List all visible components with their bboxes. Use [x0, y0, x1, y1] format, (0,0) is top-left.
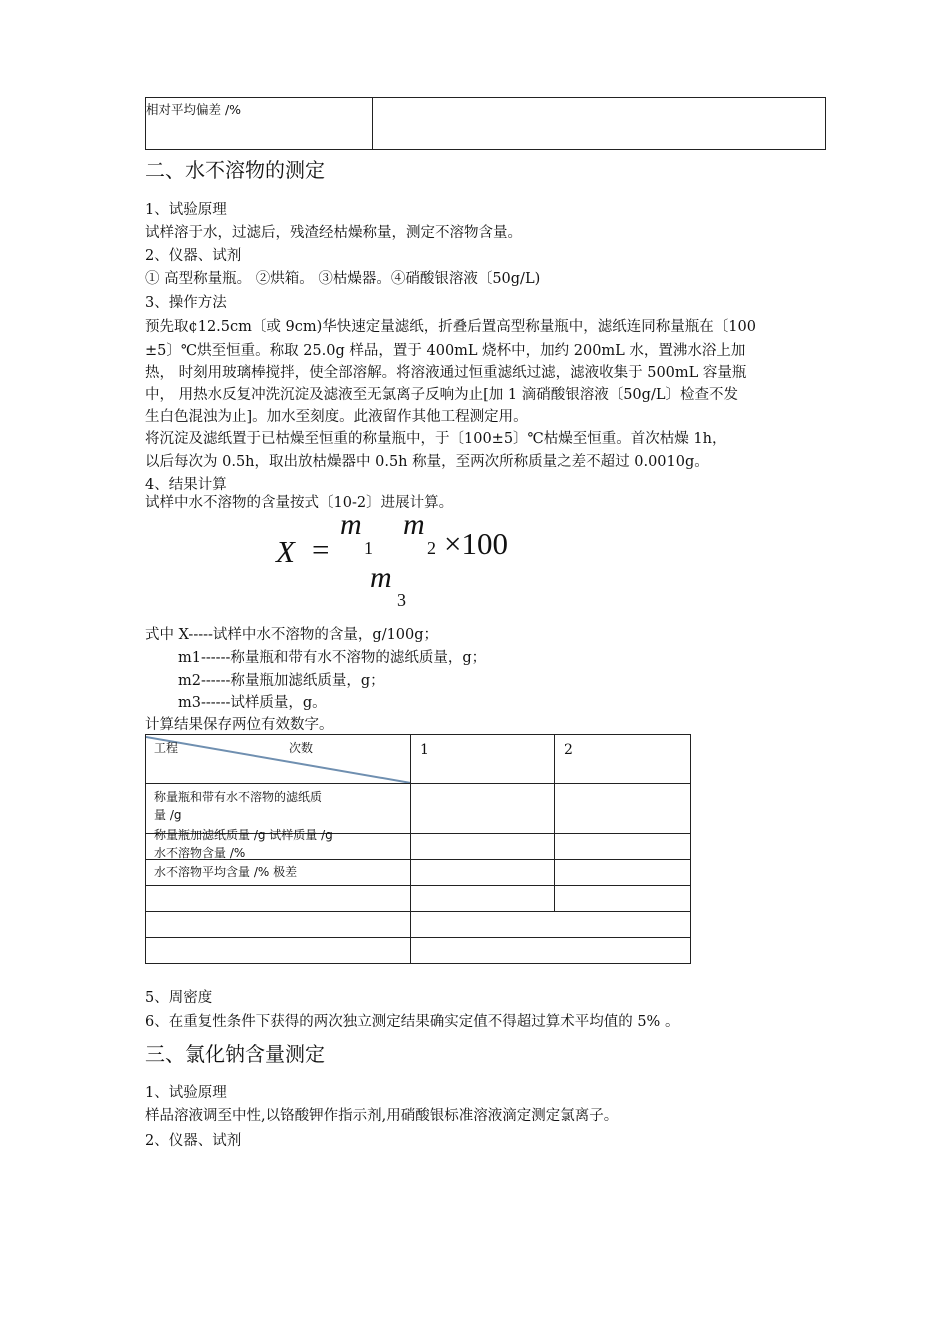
method-line: 预先取¢12.5cm〔或 9cm)华快速定量滤纸，折叠后置高型称量瓶中，滤纸连同称量瓶在〔100 — [145, 319, 756, 335]
s2-instruments-text: ① 高型称量瓶。 ②烘箱。 ③枯燥器。④硝酸银溶液〔50g/L) — [145, 271, 541, 287]
row-label: 称量瓶加滤纸质量 /g 试样质量 /g — [154, 828, 333, 842]
s2-calc-intro: 试样中水不溶物的含量按式〔10-2〕进展计算。 — [145, 495, 454, 511]
where-line: m1------称量瓶和带有水不溶物的滤纸质量，g； — [178, 650, 487, 666]
formula-lhs: X — [276, 534, 295, 569]
header-item: 工程 — [154, 741, 179, 755]
method-line: 热， 时刻用玻璃棒搅拌，使全部溶解。将溶液通过恒重滤纸过滤，滤液收集于 500mL 容量瓶 — [145, 365, 747, 381]
s3-principle-title: 1、试验原理 — [145, 1085, 227, 1101]
col-1-header: 1 — [420, 742, 429, 758]
section2-heading: 二、水不溶物的测定 — [145, 158, 325, 182]
s2-precision-title: 5、周密度 — [145, 990, 213, 1006]
relative-deviation-table — [145, 97, 826, 150]
where-line: m3------试样质量，g。 — [178, 695, 327, 711]
formula-sub3: 3 — [397, 590, 406, 610]
relative-deviation-label: 相对平均偏差 /% — [146, 102, 242, 117]
s2-principle-title: 1、试验原理 — [145, 202, 227, 218]
row-label: 水不溶物平均含量 /% 极差 — [154, 865, 298, 879]
method-line: 将沉淀及滤纸置于已枯燥至恒重的称量瓶中，于〔100±5〕℃枯燥至恒重。首次枯燥 1h， — [145, 431, 727, 447]
table-rule — [146, 911, 690, 912]
where-line: 式中 X-----试样中水不溶物的含量，g/100g； — [145, 627, 439, 643]
row-label: 称量瓶和带有水不溶物的滤纸质 — [154, 790, 323, 804]
s2-precision-text: 6、在重复性条件下获得的两次独立测定结果确实定值不得超过算术平均值的 5% 。 — [145, 1014, 680, 1030]
result-note: 计算结果保存两位有效数字。 — [145, 717, 334, 733]
s2-instruments-title: 2、仪器、试剂 — [145, 248, 242, 264]
table-divider — [372, 98, 373, 149]
table-rule — [410, 735, 411, 963]
s2-calc-title: 4、结果计算 — [145, 477, 227, 493]
table-rule — [146, 783, 690, 784]
table-rule — [146, 885, 690, 886]
s3-principle-text: 样品溶液调至中性,以铬酸钾作指示剂,用硝酸银标准溶液滴定测定氯离子。 — [145, 1108, 619, 1124]
section3-heading: 三、氯化钠含量测定 — [145, 1042, 325, 1066]
s2-method-title: 3、操作方法 — [145, 295, 227, 311]
result-table — [145, 734, 691, 964]
header-diagonal — [146, 735, 411, 785]
s3-instruments-title: 2、仪器、试剂 — [145, 1133, 242, 1149]
s2-principle-text: 试样溶于水，过滤后，残渣经枯燥称量，测定不溶物含量。 — [145, 225, 522, 241]
formula-m1: m — [340, 508, 362, 541]
row-label: 量 /g — [154, 808, 182, 822]
method-line: ±5〕℃烘至恒重。称取 25.0g 样品，置于 400mL 烧杯中，加约 200mL 水，置沸水浴上加 — [145, 343, 746, 359]
method-line: 中， 用热水反复冲洗沉淀及滤液至无氯离子反响为止[加 1 滴硝酸银溶液〔50g/L〕检查不发 — [145, 387, 738, 403]
formula-equals: = — [312, 532, 330, 567]
formula-times-100: ×100 — [444, 526, 508, 561]
row-label: 水不溶物含量 /% — [154, 846, 246, 860]
col-2-header: 2 — [564, 742, 573, 758]
header-count: 次数 — [289, 741, 314, 755]
formula-m3: m — [370, 561, 392, 594]
method-line: 生白色混浊为止]。加水至刻度。此液留作其他工程测定用。 — [145, 409, 528, 425]
formula-m2: m — [403, 508, 425, 541]
formula-sub2: 2 — [427, 538, 436, 558]
method-line: 以后每次为 0.5h，取出放枯燥器中 0.5h 称量，至两次所称质量之差不超过 0.0010g。 — [145, 454, 709, 470]
table-rule — [146, 937, 690, 938]
where-line: m2------称量瓶加滤纸质量，g； — [178, 673, 385, 689]
formula-sub1: 1 — [364, 538, 373, 558]
table-rule — [554, 735, 555, 911]
